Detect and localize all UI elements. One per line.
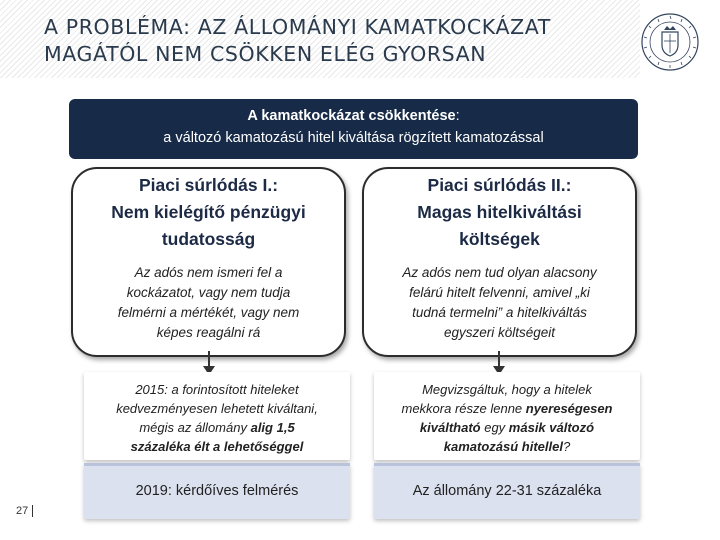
friction-1-description-line: kockázatot, vagy nem tudja xyxy=(126,285,291,300)
note-text: mekkora része lenne xyxy=(401,401,526,416)
friction-1-heading xyxy=(73,172,344,253)
note-text: egy xyxy=(480,420,509,435)
note-line: 2015: a forintosított hiteleket xyxy=(135,382,299,397)
central-bank-seal-icon xyxy=(640,12,700,72)
friction-1-heading-line: Piaci súrlódás I.: xyxy=(138,175,279,195)
friction-2-description xyxy=(364,263,635,343)
friction-2-heading-line: Magas hitelkiváltási xyxy=(417,202,582,222)
note-text: mégis az állomány xyxy=(139,420,251,435)
note-line: Megvizsgáltuk, hogy a hitelek xyxy=(422,382,592,397)
note-emphasis: másik változó xyxy=(508,420,595,435)
share-result-box xyxy=(374,463,640,519)
friction-1-heading-line: Nem kielégítő pénzügyi xyxy=(111,202,306,222)
note-emphasis: kamatozású hitellel xyxy=(443,439,563,454)
banner-subtitle: a változó kamatozású hitel kiváltása rögzített kamatozással xyxy=(163,130,544,146)
note-line xyxy=(84,418,350,437)
friction-1-description-line: képes reagálni rá xyxy=(156,325,261,340)
share-result-text: Az állomány 22-31 százaléka xyxy=(412,483,602,499)
page-number: 27 xyxy=(16,505,33,517)
note-emphasis: kiváltható xyxy=(419,420,481,435)
note-emphasis: alig 1,5 xyxy=(250,420,295,435)
goal-banner xyxy=(69,99,638,159)
friction-2-description-line: egyszeri költségeit xyxy=(443,325,556,340)
friction-2-description-line: Az adós nem tud olyan alacsony xyxy=(402,265,597,280)
note-line xyxy=(374,437,640,456)
friction-1-description xyxy=(73,263,344,343)
friction-2-heading xyxy=(364,172,635,253)
forint-loans-note xyxy=(84,372,350,460)
note-line: kedvezményesen lehetett kiváltani, xyxy=(116,401,318,416)
banner-heading: A kamatkockázat csökkentése xyxy=(247,108,456,124)
friction-2-heading-line: Piaci súrlódás II.: xyxy=(427,175,572,195)
title-line-1: A PROBLÉMA: AZ ÁLLOMÁNYI KAMATKOCKÁZAT xyxy=(44,15,551,39)
note-line xyxy=(374,418,640,437)
friction-2-heading-line: költségek xyxy=(459,229,540,249)
friction-1-heading-line: tudatosság xyxy=(161,229,256,249)
analysis-question-note xyxy=(374,372,640,460)
note-emphasis: nyereségesen xyxy=(525,401,613,416)
page-title xyxy=(44,14,644,68)
title-line-2: MAGÁTÓL NEM CSÖKKEN ELÉG GYORSAN xyxy=(44,42,487,66)
survey-result-box xyxy=(84,463,350,519)
banner-colon: : xyxy=(455,108,460,124)
note-emphasis: százaléka élt a lehetőséggel xyxy=(130,439,304,454)
note-text: ? xyxy=(562,439,571,454)
survey-result-text: 2019: kérdőíves felmérés xyxy=(135,483,299,499)
friction-2-card xyxy=(362,167,637,357)
friction-1-card xyxy=(71,167,346,357)
box-top-border xyxy=(84,463,350,466)
friction-2-description-line: tudná termelni” a hitelkiváltás xyxy=(412,305,587,320)
note-line xyxy=(374,399,640,418)
friction-1-description-line: felmérni a mértékét, vagy nem xyxy=(117,305,300,320)
friction-2-description-line: felárú hitelt felvenni, amivel „ki xyxy=(409,285,590,300)
box-top-border xyxy=(374,463,640,466)
friction-1-description-line: Az adós nem ismeri fel a xyxy=(134,265,283,280)
